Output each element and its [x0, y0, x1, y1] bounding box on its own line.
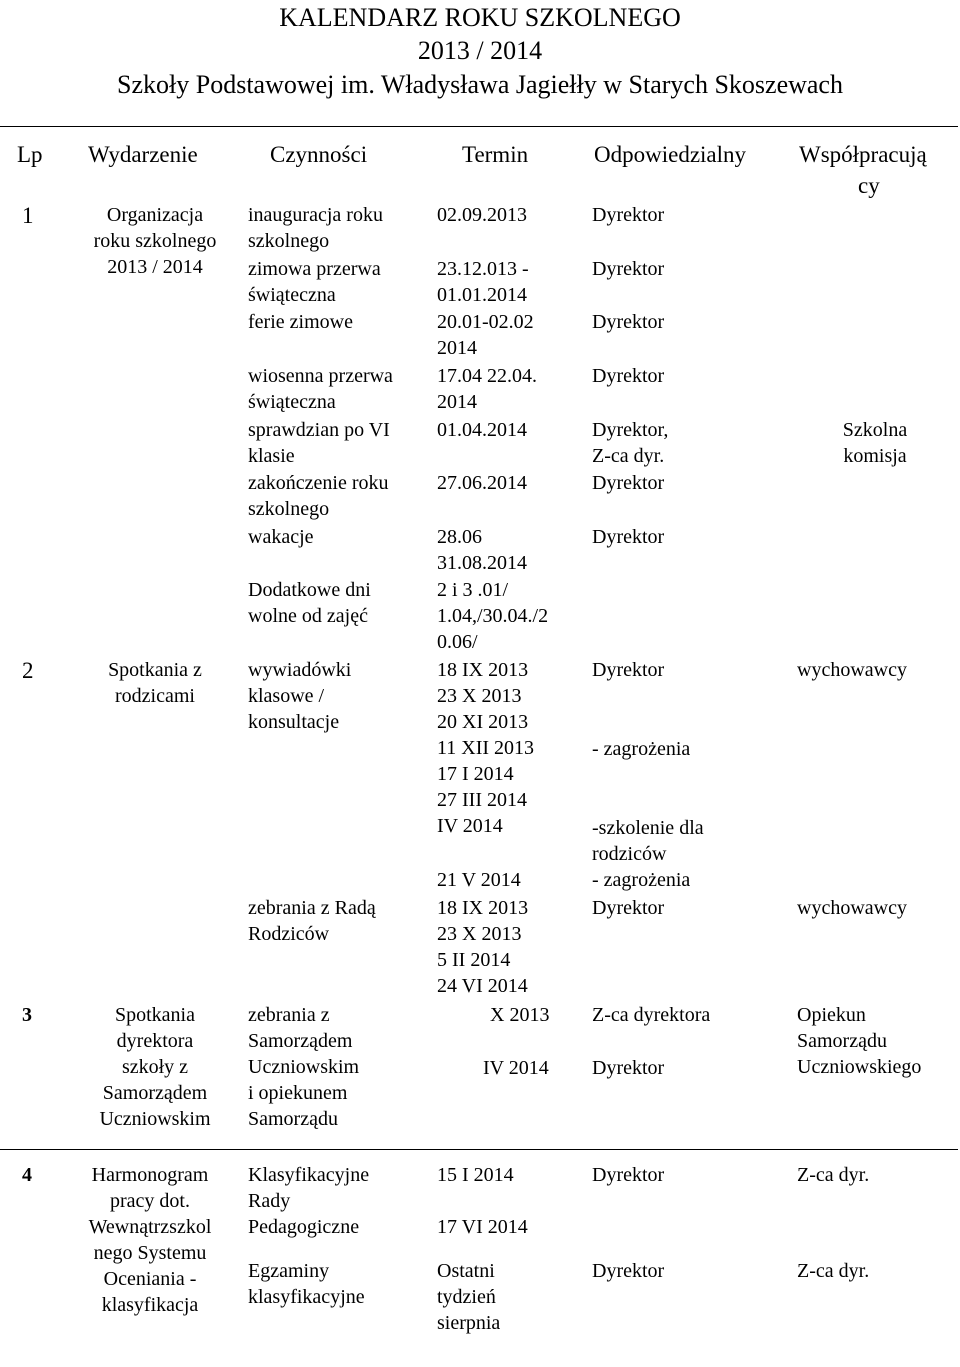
- activity-spring-break: wiosenna przerwa świąteczna: [248, 365, 393, 413]
- cooperating-parent-meetings: wychowawcy: [797, 659, 907, 681]
- date-student-council-oct: X 2013: [490, 1004, 550, 1026]
- section-2-event: Spotkania z rodzicami: [108, 659, 202, 707]
- cooperating-classification-boards: Z-ca dyr.: [797, 1164, 870, 1186]
- activity-parent-council: zebrania z Radą Rodziców: [248, 897, 376, 945]
- activity-classification-exams: Egzaminy klasyfikacyjne: [248, 1260, 365, 1308]
- section-1-lp: 1: [22, 203, 34, 228]
- date-parent-meeting-may: 21 V 2014: [437, 869, 521, 891]
- header-cooperating-cont: cy: [858, 173, 880, 198]
- school-name: Szkoły Podstawowej im. Władysława Jagiełły w Starych Skoszewach: [117, 70, 843, 99]
- note-at-risk: - zagrożenia: [592, 738, 691, 760]
- date-classification-exams: Ostatni tydzień sierpnia: [437, 1260, 501, 1334]
- activity-year-end: zakończenie roku szkolnego: [248, 472, 389, 520]
- date-exam: 01.04.2014: [437, 419, 527, 441]
- activity-summer: wakacje: [248, 526, 314, 548]
- date-winter-break: 23.12.013 - 01.01.2014: [437, 258, 529, 306]
- header-top-rule: [0, 126, 958, 127]
- date-classification-jan: 15 I 2014: [437, 1164, 514, 1186]
- responsible-student-council: Z-ca dyrektora: [592, 1004, 711, 1026]
- section-1-event: Organizacja roku szkolnego 2013 / 2014: [93, 204, 217, 278]
- cooperating-parent-council: wychowawcy: [797, 897, 907, 919]
- dates-parent-meetings: 18 IX 2013 23 X 2013 20 XI 2013 11 XII 2013 17 I 2014 27 III 2014 IV 2014: [437, 659, 535, 837]
- activity-winter-holidays: ferie zimowe: [248, 311, 353, 333]
- responsible-year-end: Dyrektor: [592, 472, 665, 494]
- header-cooperating: Współpracują: [799, 142, 927, 167]
- header-lp: Lp: [17, 142, 43, 167]
- date-summer: 28.06 31.08.2014: [437, 526, 527, 574]
- date-student-council-apr: IV 2014: [483, 1057, 549, 1079]
- responsible-parent-council: Dyrektor: [592, 897, 665, 919]
- header-event: Wydarzenie: [88, 142, 198, 167]
- date-winter-holidays: 20.01-02.02 2014: [437, 311, 534, 359]
- cooperating-exam: Szkolna komisja: [842, 419, 908, 467]
- activity-classification-boards: Klasyfikacyjne Rady Pedagogiczne: [248, 1164, 370, 1238]
- responsible-student-council-2: Dyrektor: [592, 1057, 665, 1079]
- activity-extra-days-off: Dodatkowe dni wolne od zajęć: [248, 579, 371, 627]
- activity-inauguration: inauguracja roku szkolnego: [248, 204, 383, 252]
- section-3-lp: 3: [22, 1004, 32, 1026]
- date-spring-break: 17.04 22.04. 2014: [437, 365, 537, 413]
- responsible-parent-meetings: Dyrektor: [592, 659, 665, 681]
- dates-parent-council: 18 IX 2013 23 X 2013 5 II 2014 24 VI 2014: [437, 897, 529, 997]
- note-parent-training: -szkolenie dla rodziców - zagrożenia: [592, 817, 704, 891]
- section-3-event: Spotkania dyrektora szkoły z Samorządem Uczniowskim: [99, 1004, 211, 1130]
- cooperating-classification-exams: Z-ca dyr.: [797, 1260, 870, 1282]
- date-year-end: 27.06.2014: [437, 472, 527, 494]
- document-title: KALENDARZ ROKU SZKOLNEGO: [279, 3, 681, 32]
- cooperating-student-council: Opiekun Samorządu Uczniowskiego: [797, 1004, 922, 1078]
- section-2-lp: 2: [22, 658, 34, 683]
- responsible-exam: Dyrektor, Z-ca dyr.: [592, 419, 669, 467]
- activity-exam: sprawdzian po VI klasie: [248, 419, 390, 467]
- header-date: Termin: [462, 142, 529, 167]
- responsible-winter-break: Dyrektor: [592, 258, 665, 280]
- section-4-rule: [0, 1149, 958, 1150]
- header-activities: Czynności: [270, 142, 368, 167]
- responsible-winter-holidays: Dyrektor: [592, 311, 665, 333]
- activity-parent-meetings: wywiadówki klasowe / konsultacje: [248, 659, 352, 733]
- date-classification-jun: 17 VI 2014: [437, 1216, 528, 1238]
- header-responsible: Odpowiedzialny: [594, 142, 747, 167]
- activity-student-council: zebrania z Samorządem Uczniowskim i opiekunem Samorządu: [248, 1004, 360, 1130]
- section-4-lp: 4: [22, 1164, 32, 1186]
- responsible-inauguration: Dyrektor: [592, 204, 665, 226]
- responsible-classification-boards: Dyrektor: [592, 1164, 665, 1186]
- school-year: 2013 / 2014: [417, 36, 543, 65]
- responsible-classification-exams: Dyrektor: [592, 1260, 665, 1282]
- activity-winter-break: zimowa przerwa świąteczna: [248, 258, 381, 306]
- responsible-summer: Dyrektor: [592, 526, 665, 548]
- date-extra-days-off: 2 i 3 .01/ 1.04,/30.04./2 0.06/: [437, 579, 549, 653]
- date-inauguration: 02.09.2013: [437, 204, 527, 226]
- responsible-spring-break: Dyrektor: [592, 365, 665, 387]
- section-4-event: Harmonogram pracy dot. Wewnątrzszkol nego Systemu Oceniania - klasyfikacja: [88, 1164, 212, 1316]
